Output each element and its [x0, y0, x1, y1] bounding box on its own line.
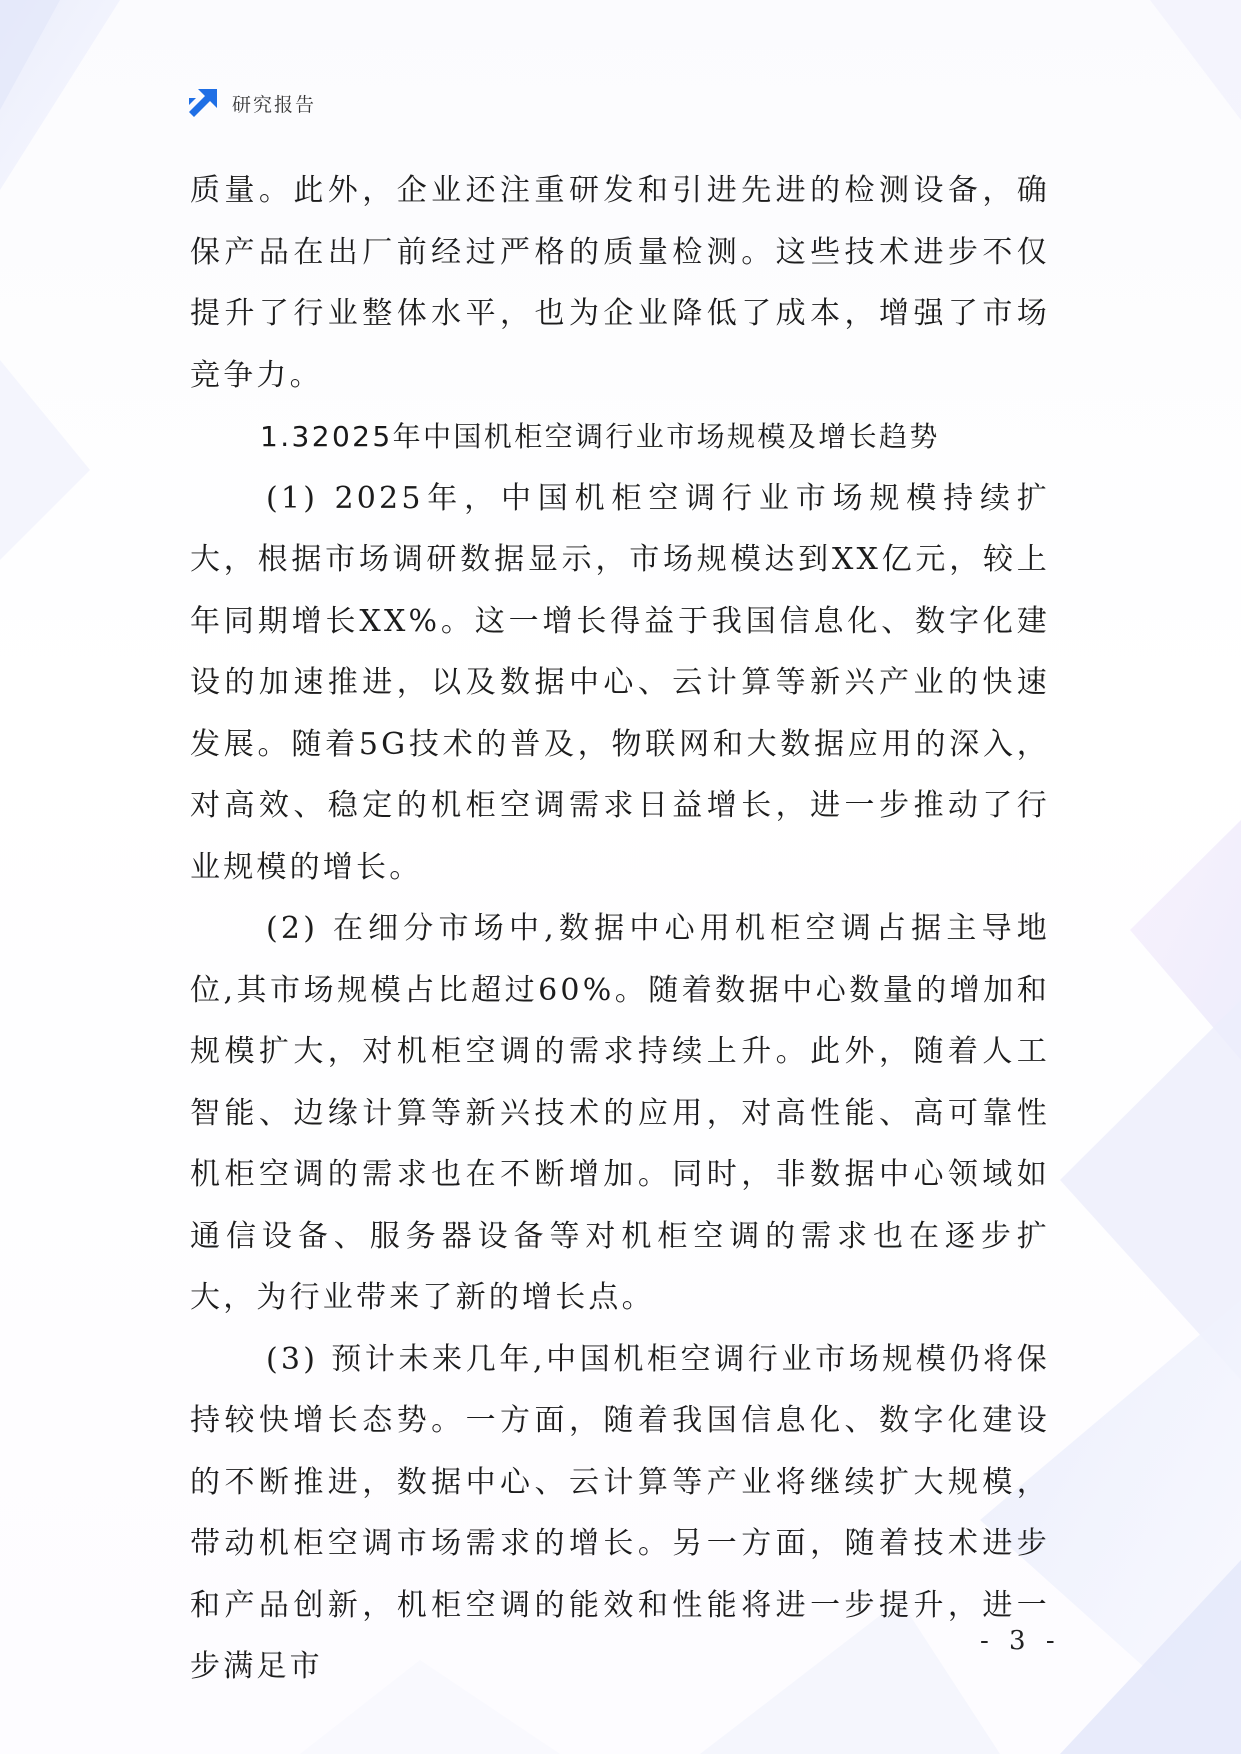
- section-heading: 1.32025年中国机柜空调行业市场规模及增长趋势: [260, 420, 940, 453]
- paragraph-3: (3) 预计未来几年,中国机柜空调行业市场规模仍将保持较快增长态势。一方面，随着我国信息化、数字化建设的不断推进，数据中心、云计算等产业将继续扩大规模，带动机柜空调市场需求的增长。另一方面，随着技术进步和产品创新，机柜空调的能效和性能将进一步提升，进一步满足市: [190, 1341, 1050, 1684]
- paragraph-continuation: 质量。此外，企业还注重研发和引进先进的检测设备，确保产品在出厂前经过严格的质量检测。这些技术进步不仅提升了行业整体水平，也为企业降低了成本，增强了市场竞争力。: [190, 173, 1050, 393]
- arrow-up-right-icon: [186, 86, 220, 120]
- paragraph-2: (2) 在细分市场中,数据中心用机柜空调占据主导地位,其市场规模占比超过60%。随着数据中心数量的增加和规模扩大，对机柜空调的需求持续上升。此外，随着人工智能、边缘计算等新兴技术的应用，对高性能、高可靠性机柜空调的需求也在不断增加。同时，非数据中心领域如通信设备、服务器设备等对机柜空调的需求也在逐步扩大，为行业带来了新的增长点。: [190, 911, 1050, 1315]
- document-body: [190, 160, 1050, 1698]
- header-title: 研究报告: [232, 93, 317, 116]
- paragraph-1: (1) 2025年，中国机柜空调行业市场规模持续扩大，根据市场调研数据显示，市场规模达到XX亿元，较上年同期增长XX%。这一增长得益于我国信息化、数字化建设的加速推进，以及数据中心、云计算等新兴产业的快速发展。随着5G技术的普及，物联网和大数据应用的深入，对高效、稳定的机柜空调需求日益增长，进一步推动了行业规模的增长。: [190, 480, 1050, 885]
- page-number: - 3 -: [980, 1626, 1061, 1656]
- page-header: [186, 86, 316, 120]
